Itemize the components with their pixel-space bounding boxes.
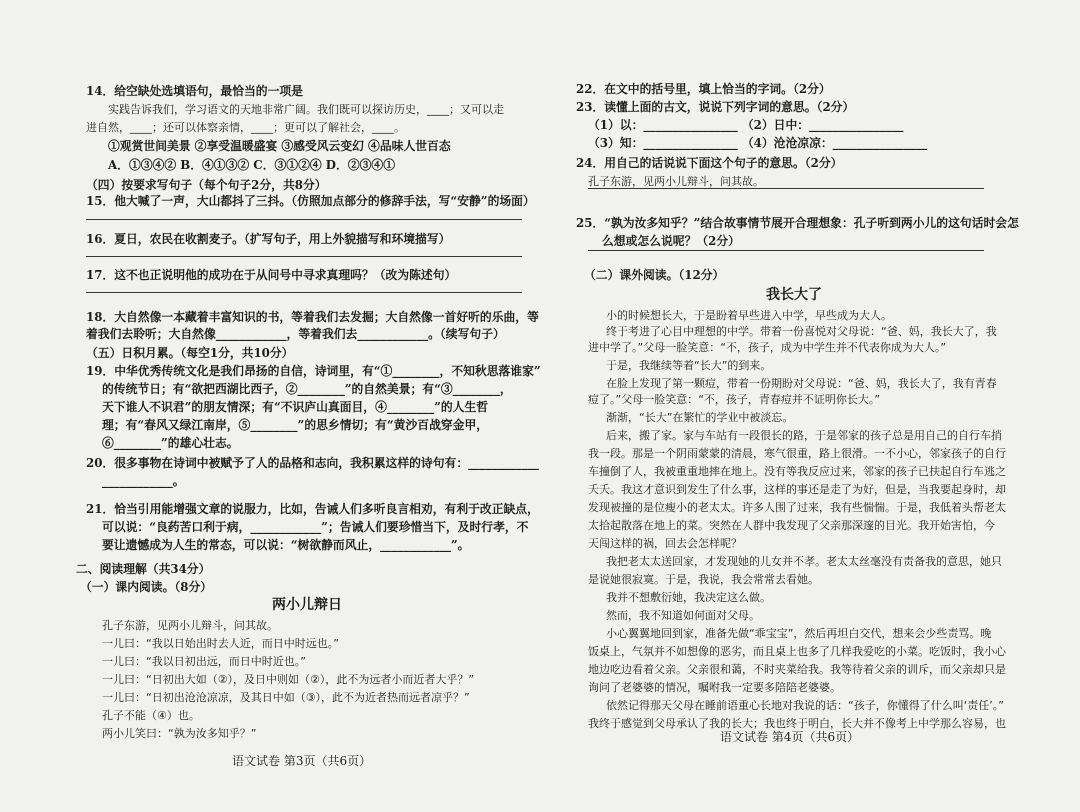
answer-line-24 xyxy=(588,188,984,189)
right-page-line: （3）知：________________ （4）沧沧凉凉：________________ xyxy=(588,136,928,150)
right-page-line: 太拾起散落在地上的菜。突然在人群中我发现了父亲那深邃的目光。我开始害怕，今 xyxy=(588,519,995,532)
right-page-line: 车撞倒了人，我被重重地摔在地上。没有等我反应过来，邻家的孩子已扶起自行车逃之 xyxy=(588,465,1006,478)
left-page-line: 二、阅读理解（共34分） xyxy=(76,562,211,576)
left-page xyxy=(72,62,542,802)
answer-line-16 xyxy=(86,256,522,257)
right-page-line: 小心翼翼地回到家，准备先做“乖宝宝”，然后再坦白交代，想来会少些责骂。晚 xyxy=(606,627,992,640)
right-page-line: 发现被撞的是位瘦小的老太太。许多人围了过来，我有些惴惴。于是，我低着头帮老太 xyxy=(588,501,1006,514)
right-page-line: 渐渐，“长大”在繁忙的学业中被淡忘。 xyxy=(606,411,794,424)
right-page-line: 然而，我不知道如何面对父母。 xyxy=(606,609,760,622)
right-page-line: 小的时候想长大，于是盼着早些进入中学，早些成为大人。 xyxy=(606,309,892,322)
right-page-line: 天闯这样的祸，回去会怎样呢？ xyxy=(588,537,742,550)
right-page-line: 地边吃边看着父亲。父亲很和蔼，不时夹菜给我。我等待着父亲的训斥，而父亲却只是 xyxy=(588,663,1006,676)
left-page-line: 天下谁人不识君”的朋友情深；有“不识庐山真面目，④________”的人生哲 xyxy=(102,400,489,414)
left-page-line: A．①③④② B．④①③② C．③①②④ D．②③④① xyxy=(108,158,396,172)
right-page xyxy=(570,62,1020,802)
left-page-line: （五）日积月累。（每空1分，共10分） xyxy=(86,346,294,360)
right-page-line: 22．在文中的括号里，填上恰当的字词。（2分） xyxy=(576,82,831,96)
left-page-line: 21．恰当引用能增强文章的说服力，比如，告诫人们多听良言相劝，有利于改正缺点， xyxy=(86,502,539,516)
right-page-line: 我并不想敷衍她，我决定这么做。 xyxy=(606,591,771,604)
left-page-line: 孔子不能（④）也。 xyxy=(102,709,200,722)
left-page-line: 一儿曰：“我以日初出远，而日中时近也。” xyxy=(102,655,306,668)
left-page-line: 16．夏日，农民在收割麦子。（扩写句子，用上外貌描写和环境描写） xyxy=(86,232,451,246)
footer-page-3: 语文试卷 第3页（共6页） xyxy=(232,754,372,768)
right-page-line: 我终于感觉到父母承认了我的长大；我也终于明白，长大并不像考上中学那么容易，也 xyxy=(588,717,1006,730)
right-page-line: 我长大了 xyxy=(766,287,822,303)
right-page-line: 于是，我继续等着“长大”的到来。 xyxy=(606,359,772,372)
right-page-line: 24．用自己的话说说下面这个句子的意思。（2分） xyxy=(576,156,843,170)
left-page-line: （四）按要求写句子（每个句子2分，共8分） xyxy=(86,178,327,192)
answer-line-15 xyxy=(86,219,522,220)
right-page-line: 痘了。”父母一脸笑意：“不，孩子，青春痘并不证明你长大。” xyxy=(588,393,881,406)
right-page-line: 在脸上发现了第一颗痘，带着一份期盼对父母说：“爸、妈，我长大了，我有青春 xyxy=(606,377,997,390)
right-page-line: 我一段。那是一个阴雨蒙蒙的清晨，寒气很重，路上很滑。一不小心，邻家孩子的自行 xyxy=(588,447,1006,460)
left-page-line: 一儿曰：“我以日始出时去人近，而日中时远也。” xyxy=(102,637,339,650)
left-page-line: 17．这不也正说明他的成功在于从问号中寻求真理吗？（改为陈述句） xyxy=(86,268,457,282)
right-page-line: 23．读懂上面的古文，说说下列字词的意思。（2分） xyxy=(576,100,855,114)
right-page-line: （1）以：________________ （2）日中：________________ xyxy=(588,118,904,132)
right-page-line: （二）课外阅读。（12分） xyxy=(584,268,725,282)
left-page-line: 18．大自然像一本藏着丰富知识的书，等着我们去发掘；大自然像一首好听的乐曲，等 xyxy=(86,310,539,324)
right-page-line: 么想或怎么说呢？（2分） xyxy=(602,234,740,248)
left-page-line: 14．给空缺处选填语句，最恰当的一项是 xyxy=(86,84,303,98)
right-page-line: 依然记得那天父母在睡前语重心长地对我说的话：“孩子，你懂得了什么叫‘责任’。” xyxy=(606,699,1004,712)
left-page-line: 19．中华优秀传统文化是我们昂扬的自信，诗词里，有“①________，不知秋思落谁家” xyxy=(86,364,541,378)
right-page-line: 后来，搬了家。家与车站有一段很长的路，于是邻家的孩子总是用自己的自行车捎 xyxy=(606,429,1002,442)
left-page-line: 理；有“春风又绿江南岸，⑤________”的思乡情切；有“黄沙百战穿金甲， xyxy=(102,418,489,432)
footer-page-4: 语文试卷 第4页（共6页） xyxy=(720,730,860,744)
left-page-line: （一）课内阅读。（8分） xyxy=(80,580,213,594)
right-page-line: 终于考进了心目中理想的中学。带着一份喜悦对父母说：“爸、妈，我长大了，我 xyxy=(606,325,997,338)
right-page-line: 饭桌上，气氛并不如想像的恶劣，而且桌上也多了几样我爱吃的小菜。吃饭时，我小心 xyxy=(588,645,1006,658)
left-page-line: ①观赏世间美景 ②享受温暖盛宴 ③感受风云变幻 ④品味人世百态 xyxy=(108,139,451,153)
left-page-line: 的传统节日；有“欲把西湖比西子，②________”的自然美景；有“③________， xyxy=(102,382,512,396)
left-page-line: 一儿曰：“日初出沧沧凉凉，及其日中如（③），此不为近者热而远者凉乎？” xyxy=(102,691,470,704)
left-page-line: 要让遗憾成为人生的常态，可以说：“树欲静而风止，____________”。 xyxy=(102,538,470,552)
right-page-line: 进中学了。”父母一脸笑意：“不，孩子，成为中学生并不代表你成为大人。” xyxy=(588,341,947,354)
left-page-line: 两小儿笑曰：“孰为汝多知乎？” xyxy=(102,727,257,740)
left-page-line: 孔子东游，见两小儿辩斗，问其故。 xyxy=(102,619,278,632)
left-page-line: 进自然，____；还可以体察亲情，____；更可以了解社会，____。 xyxy=(86,121,405,134)
right-page-line: 夭夭。我这才意识到发生了什么事，这样的事还是走了为好，但是，当我要起身时，却 xyxy=(588,483,1006,496)
left-page-line: ____________。 xyxy=(102,474,185,488)
left-page-line: 一儿曰：“日初出大如（②），及日中则如（②），此不为远者小而近者大乎？” xyxy=(102,673,475,686)
left-page-line: 两小儿辩日 xyxy=(272,597,342,613)
left-page-line: 15．他大喊了一声，大山都抖了三抖。（仿照加点部分的修辞手法，写“安静”的场面） xyxy=(86,194,535,208)
left-page-line: ⑥________”的雄心壮志。 xyxy=(102,436,239,450)
answer-line-25 xyxy=(588,250,984,251)
right-page-line: 25．“孰为汝多知乎？”结合故事情节展开合理想象：孔子听到两小儿的这句话时会怎 xyxy=(576,216,1019,230)
right-page-line: 我把老太太送回家，才发现她的儿女并不孝。老太太丝毫没有责备我的意思，她只 xyxy=(606,555,1002,568)
right-page-line: 孔子东游，见两小儿辩斗，问其故。 xyxy=(588,175,764,188)
right-page-line: 询问了老婆婆的情况，嘱咐我一定要多陪陪老婆婆。 xyxy=(588,681,841,694)
left-page-line: 着我们去聆听；大自然像____________，等着我们去____________。（续写句子） xyxy=(86,327,505,341)
left-page-line: 可以说：“良药苦口利于病，____________”；告诫人们要珍惜当下，及时行孝，不 xyxy=(102,520,529,534)
answer-line-17 xyxy=(86,292,522,293)
right-page-line: 是说她很寂寞。于是，我说，我会常常去看她。 xyxy=(588,573,819,586)
left-page-line: 20．很多事物在诗词中被赋予了人的品格和志向，我积累这样的诗句有：____________ xyxy=(86,456,539,470)
left-page-line: 实践告诉我们，学习语文的天地非常广阔。我们既可以探访历史，____；又可以走 xyxy=(108,103,504,116)
